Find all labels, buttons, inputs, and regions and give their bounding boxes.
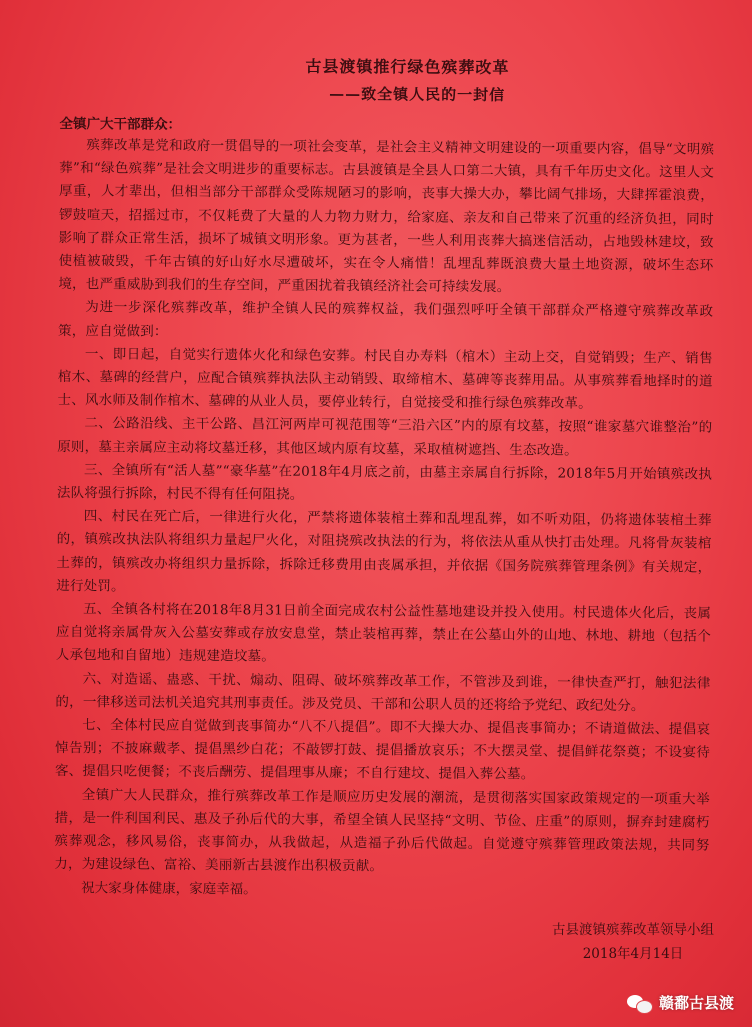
- letter-date: 2018年4月14日: [582, 946, 684, 962]
- letter-salutation: 全镇广大干部群众：: [59, 115, 182, 133]
- paragraph-appeal: 为进一步深化殡葬改革，维护全镇人民的殡葬权益，我们强烈呼吁全镇干部群众严格遵守殡葬改革政策，应自觉做到：: [57, 299, 714, 340]
- wechat-icon: [627, 993, 653, 1013]
- account-watermark: [627, 992, 734, 1013]
- paragraph-item-3: 三、全镇所有“活人墓”“豪华墓”在2018年4月底之前，由墓主亲属自行拆除，2018年5月开始镇殡改执法队将强行拆除，村民不得有任何阻挠。: [56, 462, 713, 503]
- paragraph-intro: 殡葬改革是党和政府一贯倡导的一项社会变革，是社会主义精神文明建设的一项重要内容，倡导“文明殡葬”和“绿色殡葬”是社会文明进步的重要标志。古县渡镇是全县人口第二大镇，具有千年历史文化。这里人文厚重，人才辈出，但相当部分干部群众受陈规陋习的影响，丧事大操大办，攀比阔气排场，大肆挥霍浪费，锣鼓喧天，招摇过市，不仅耗费了大量的人力物力财力，给家庭、亲友和自己带来了沉重的经济负担，同时影响了群众正常生活，损坏了城镇文明形象。更为甚者，一些人利用丧葬大搞迷信活动，占地毁林建坟，致使植被破毁，千年古镇的好山好水尽遭破坏，实在令人痛惜！乱埋乱葬既浪费大量土地资源，破坏生态环境，也严重威胁到我们的生存空间，严重困扰着我镇经济社会可持续发展。: [58, 137, 715, 296]
- letter-subtitle: ——致全镇人民的一封信: [329, 84, 506, 105]
- signer-name: 古县渡镇殡葬改革领导小组: [552, 922, 714, 938]
- letter-closing: 祝大家身体健康，家庭幸福。: [81, 879, 257, 897]
- signature-block: [552, 918, 714, 966]
- watermark-text: 赣鄱古县渡: [658, 994, 734, 1012]
- paragraph-item-6: 六、对造谣、蛊惑、干扰、煽动、阻碍、破坏殡葬改革工作，不管涉及到谁，一律快查严打，触犯法律的，一律移送司法机关追究其刑事责任。涉及党员、干部和公职人员的还将给予党纪、政纪处分。: [55, 670, 711, 714]
- paragraph-item-7: 七、全体村民应自觉做到丧事简办“八不八提倡”。即不大操大办、提倡丧事简办；不请道做法、提倡哀悼告别；不披麻戴孝、提倡黑纱白花；不敲锣打鼓、提倡播放哀乐；不大摆灵堂、提倡鲜花祭奠；不设宴待客、提倡只吃便餐；不丧后酬劳、提倡理事从廉；不自行建坟、提倡入葬公墓。: [54, 717, 711, 783]
- letter: [54, 52, 715, 904]
- paragraph-item-5: 五、全镇各村将在2018年8月31日前全面完成农村公益性墓地建设并投入使用。村民遗体火化后，丧属应自觉将亲属骨灰入公墓安葬或存放安息堂，禁止装棺再葬，禁止在公墓山外的山地、林地、耕地（包括个人承包地和自留地）违规建造坟墓。: [55, 601, 712, 665]
- paragraph-item-2: 二、公路沿线、主干公路、昌江河两岸可视范围等“三沿六区”内的原有坟墓，按照“谁家墓穴谁整治”的原则，墓主亲属应主动将坟墓迁移，其他区域内原有坟墓，采取植树遮挡、生态改造。: [57, 415, 713, 459]
- paragraph-item-4: 四、村民在死亡后，一律进行火化，严禁将遗体装棺土葬和乱埋乱葬，如不听劝阻，仍将遗体装棺土葬的，镇殡改执法队将组织力量起尸火化，对阻挠殡改执法的行为，将依法从重从快打击处理。凡将骨灰装棺土葬的，镇殡改办将组织力量拆除，拆除迁移费用由丧属承担，并依据《国务院殡葬管理条例》有关规定，进行处罚。: [56, 508, 712, 595]
- paragraph-item-1: 一、即日起，自觉实行遗体火化和绿色安葬。村民自办寿料（棺木）主动上交，自觉销毁；生产、销售棺木、墓碑的经营户，应配合镇殡葬执法队主动销毁、取缔棺木、墓碑等丧葬用品。从事殡葬看地择时的道士、风水师及制作棺木、墓碑的从业人员，要停业转行，自觉接受和推行绿色殡葬改革。: [57, 346, 713, 412]
- paragraph-conclusion: 全镇广大人民群众，推行殡葬改革工作是顺应历史发展的潮流，是贯彻落实国家政策规定的一项重大举措，是一件利国利民、惠及子孙后代的大事，希望全镇人民坚持“文明、节俭、庄重”的原则，摒弃封建腐朽殡葬观念，移风易俗，丧事简办，从我做起，从造福子孙后代做起。自觉遵守殡葬管理政策法规，共同努力，为建设绿色、富裕、美丽新古县渡作出积极贡献。: [54, 786, 710, 875]
- letter-title: 古县渡镇推行绿色殡葬改革: [305, 56, 510, 78]
